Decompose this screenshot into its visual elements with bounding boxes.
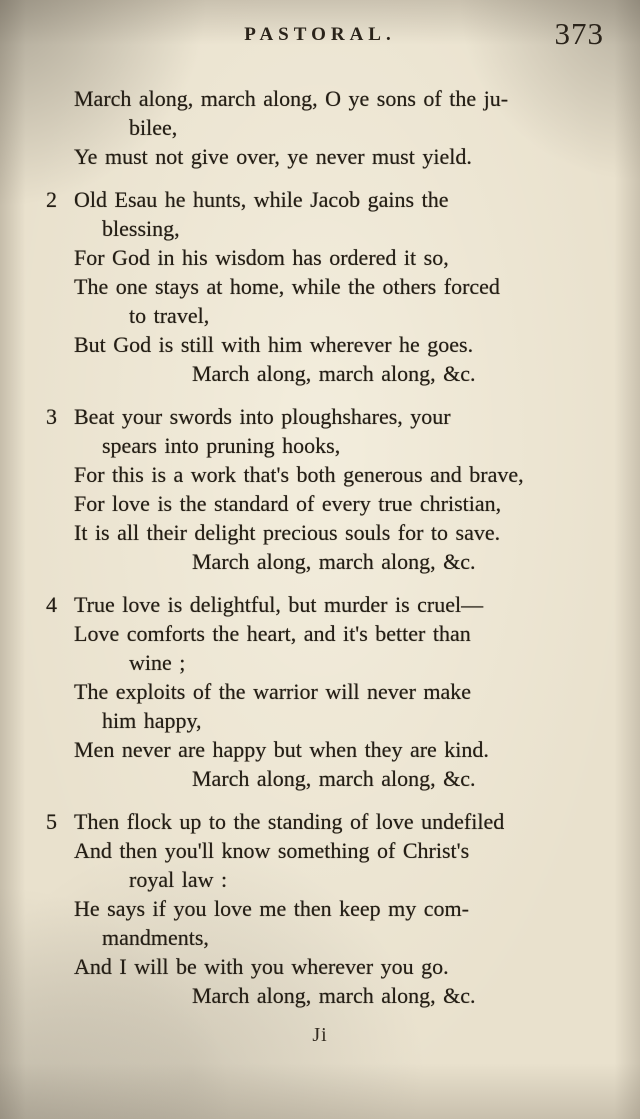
verses [0, 84, 640, 1010]
verse-line [74, 952, 614, 981]
verse-line-text: March along, march along, &c. [192, 983, 476, 1008]
verse-line-text: Old Esau he hunts, while Jacob gains the [74, 187, 449, 212]
verse-line [74, 113, 614, 142]
verse [46, 807, 614, 1010]
verse-line-text: March along, march along, &c. [192, 549, 476, 574]
verse-line [74, 214, 614, 243]
verse-line [46, 185, 614, 214]
verse-line [46, 807, 614, 836]
verse-line [74, 865, 614, 894]
verse-line [74, 648, 614, 677]
verse-line-text: him happy, [102, 708, 202, 733]
verse-line-text: He says if you love me then keep my com- [74, 896, 469, 921]
verse-line [74, 735, 614, 764]
verse-line [74, 677, 614, 706]
verse-line-text: blessing, [102, 216, 180, 241]
verse-line-text: wine ; [129, 650, 186, 675]
verse-line [74, 836, 614, 865]
verse [46, 402, 614, 576]
verse-line-text: But God is still with him wherever he goes. [74, 332, 474, 357]
verse-line-text: Ye must not give over, ye never must yield. [74, 144, 472, 169]
verse-line [74, 330, 614, 359]
verse-line [74, 706, 614, 735]
verse-line [74, 84, 614, 113]
verse-line-text: mandments, [102, 925, 209, 950]
verse-line [46, 402, 614, 431]
verse-line [46, 590, 614, 619]
verse-line-text: Love comforts the heart, and it's better than [74, 621, 471, 646]
verse-line-text: And I will be with you wherever you go. [74, 954, 449, 979]
verse-line [74, 431, 614, 460]
verse-line [74, 142, 614, 171]
verse-line-text: bilee, [129, 115, 178, 140]
verse-line [74, 981, 614, 1010]
verse-line [74, 489, 614, 518]
verse-line [74, 301, 614, 330]
verse-number: 2 [46, 187, 57, 212]
verse-line-text: Men never are happy but when they are kind. [74, 737, 489, 762]
verse-line-text: Then flock up to the standing of love undefiled [74, 809, 505, 834]
verse-line [74, 518, 614, 547]
signature-mark: Ji [312, 1024, 328, 1046]
verse-line-text: royal law : [129, 867, 228, 892]
verse-line [74, 547, 614, 576]
verse [46, 185, 614, 388]
verse-line-text: spears into pruning hooks, [102, 433, 341, 458]
verse [46, 590, 614, 793]
verse-line [74, 243, 614, 272]
verse-number: 4 [46, 592, 57, 617]
verse-line [74, 764, 614, 793]
verse-line-text: True love is delightful, but murder is cruel— [74, 592, 484, 617]
verse-line-text: The exploits of the warrior will never make [74, 679, 472, 704]
verse-line-text: to travel, [129, 303, 210, 328]
verse-number: 5 [46, 809, 57, 834]
verse-line-text: The one stays at home, while the others forced [74, 274, 500, 299]
page-header [0, 0, 640, 68]
running-title: PASTORAL. [244, 24, 396, 45]
verse-line [74, 923, 614, 952]
verse-line [74, 894, 614, 923]
verse-line-text: March along, march along, O ye sons of the ju- [74, 86, 509, 111]
verse-line [74, 460, 614, 489]
verse [74, 84, 614, 171]
verse-line-text: It is all their delight precious souls for to save. [74, 520, 501, 545]
verse-line-text: March along, march along, &c. [192, 361, 476, 386]
verse-line-text: Beat your swords into ploughshares, your [74, 404, 451, 429]
verse-line-text: March along, march along, &c. [192, 766, 476, 791]
verse-line [74, 619, 614, 648]
verse-line-text: For this is a work that's both generous and brave, [74, 462, 524, 487]
page-number: 373 [554, 16, 604, 51]
verse-line-text: For love is the standard of every true christian, [74, 491, 502, 516]
verse-number: 3 [46, 404, 57, 429]
verse-line-text: For God in his wisdom has ordered it so, [74, 245, 449, 270]
verse-line [74, 359, 614, 388]
verse-line-text: And then you'll know something of Christ's [74, 838, 470, 863]
verse-line [74, 272, 614, 301]
